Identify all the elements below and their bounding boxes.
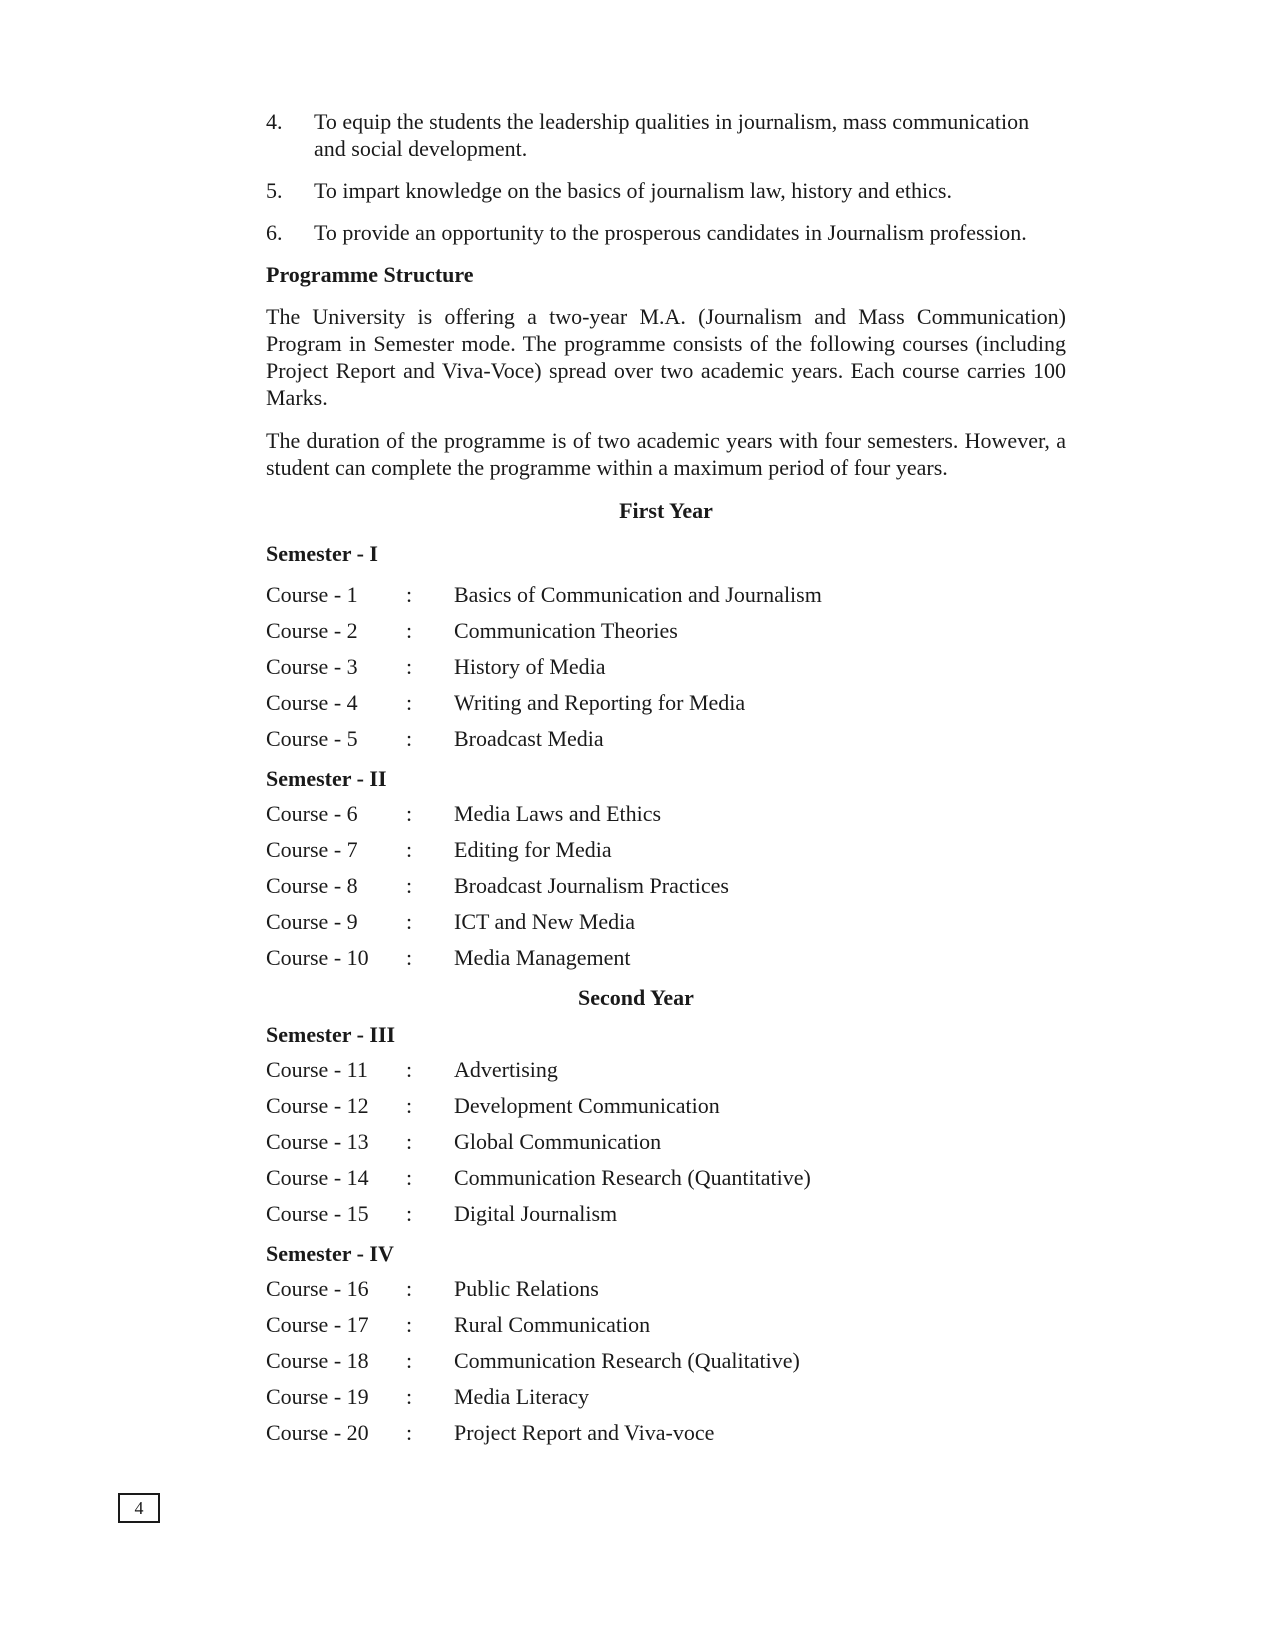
course-title: Media Literacy xyxy=(454,1384,589,1409)
duration-paragraph: The duration of the programme is of two academic years with four semesters. However, a student can complete the programme within a maximum period of four years. xyxy=(266,428,1066,480)
course-code: Course - 9 xyxy=(266,909,358,934)
semester-heading: Semester - IV xyxy=(266,1241,394,1266)
course-separator: : xyxy=(406,1165,413,1190)
course-title: Development Communication xyxy=(454,1093,720,1118)
course-row xyxy=(266,581,1066,617)
course-title: Digital Journalism xyxy=(454,1201,618,1226)
course-row xyxy=(266,1164,1066,1200)
course-row xyxy=(266,1347,1066,1383)
course-code: Course - 14 xyxy=(266,1165,369,1190)
course-code: Course - 7 xyxy=(266,837,358,862)
objective-text: To impart knowledge on the basics of journalism law, history and ethics. xyxy=(314,178,952,203)
course-row xyxy=(266,1383,1066,1419)
objective-number: 5. xyxy=(266,178,283,203)
course-title: Media Management xyxy=(454,945,631,970)
programme-structure-heading: Programme Structure xyxy=(266,262,474,287)
semester-heading: Semester - I xyxy=(266,541,378,566)
course-code: Course - 16 xyxy=(266,1276,369,1301)
course-row xyxy=(266,653,1066,689)
course-code: Course - 19 xyxy=(266,1384,369,1409)
course-title: Advertising xyxy=(454,1057,558,1082)
first-year-heading: First Year xyxy=(619,498,713,523)
course-title: Writing and Reporting for Media xyxy=(454,690,746,715)
course-code: Course - 1 xyxy=(266,582,358,607)
course-title: Communication Research (Qualitative) xyxy=(454,1348,800,1373)
course-separator: : xyxy=(406,801,413,826)
course-title: History of Media xyxy=(454,654,606,679)
course-separator: : xyxy=(406,1201,413,1226)
course-title: Project Report and Viva-voce xyxy=(454,1420,715,1445)
course-row xyxy=(266,800,1066,836)
course-code: Course - 11 xyxy=(266,1057,368,1082)
course-code: Course - 18 xyxy=(266,1348,369,1373)
course-list xyxy=(266,800,1066,980)
objective-number: 4. xyxy=(266,109,283,134)
course-separator: : xyxy=(406,1348,413,1373)
course-code: Course - 6 xyxy=(266,801,358,826)
course-code: Course - 17 xyxy=(266,1312,369,1337)
course-row xyxy=(266,908,1066,944)
course-title: Rural Communication xyxy=(454,1312,651,1337)
course-code: Course - 4 xyxy=(266,690,358,715)
course-separator: : xyxy=(406,1420,413,1445)
course-separator: : xyxy=(406,618,413,643)
course-row xyxy=(266,725,1066,761)
course-code: Course - 5 xyxy=(266,726,358,751)
course-code: Course - 12 xyxy=(266,1093,369,1118)
objective-item xyxy=(266,219,1066,246)
course-code: Course - 8 xyxy=(266,873,358,898)
course-separator: : xyxy=(406,837,413,862)
course-title: Communication Research (Quantitative) xyxy=(454,1165,811,1190)
course-row xyxy=(266,1128,1066,1164)
objective-text: To equip the students the leadership qualities in journalism, mass communication and social development. xyxy=(314,109,1030,161)
course-row xyxy=(266,617,1066,653)
course-row xyxy=(266,1275,1066,1311)
programme-paragraph: The University is offering a two-year M.A. (Journalism and Mass Communication) Program in Semester mode. The programme consists of the following courses (including Project Report and Viva-Voce) spread over two academic years. Each course carries 100 Marks. xyxy=(266,304,1066,410)
course-title: Editing for Media xyxy=(454,837,612,862)
course-separator: : xyxy=(406,1384,413,1409)
course-title: Broadcast Journalism Practices xyxy=(454,873,729,898)
course-title: Communication Theories xyxy=(454,618,678,643)
course-title: Broadcast Media xyxy=(454,726,604,751)
course-title: Public Relations xyxy=(454,1276,599,1301)
course-separator: : xyxy=(406,582,413,607)
course-row xyxy=(266,689,1066,725)
course-separator: : xyxy=(406,726,413,751)
course-row xyxy=(266,1092,1066,1128)
objective-item xyxy=(266,108,1066,162)
course-row xyxy=(266,1311,1066,1347)
course-title: Basics of Communication and Journalism xyxy=(454,582,822,607)
course-title: Global Communication xyxy=(454,1129,662,1154)
course-list xyxy=(266,581,1066,761)
course-title: Media Laws and Ethics xyxy=(454,801,662,826)
course-row xyxy=(266,1419,1066,1455)
course-code: Course - 3 xyxy=(266,654,358,679)
course-separator: : xyxy=(406,654,413,679)
objective-item xyxy=(266,177,1066,204)
objective-text: To provide an opportunity to the prosperous candidates in Journalism profession. xyxy=(314,220,1027,245)
course-row xyxy=(266,1200,1066,1236)
course-separator: : xyxy=(406,945,413,970)
course-code: Course - 15 xyxy=(266,1201,369,1226)
course-separator: : xyxy=(406,1312,413,1337)
semester-heading: Semester - II xyxy=(266,766,387,791)
page-content xyxy=(266,108,1066,1459)
course-code: Course - 13 xyxy=(266,1129,369,1154)
second-year-heading: Second Year xyxy=(578,985,694,1010)
course-code: Course - 20 xyxy=(266,1420,369,1445)
course-row xyxy=(266,1056,1066,1092)
course-separator: : xyxy=(406,873,413,898)
course-row xyxy=(266,836,1066,872)
course-code: Course - 10 xyxy=(266,945,369,970)
course-separator: : xyxy=(406,1129,413,1154)
course-list xyxy=(266,1275,1066,1455)
page-number: 4 xyxy=(118,1493,160,1523)
course-separator: : xyxy=(406,1057,413,1082)
course-list xyxy=(266,1056,1066,1236)
course-separator: : xyxy=(406,690,413,715)
semester-heading: Semester - III xyxy=(266,1022,396,1047)
course-title: ICT and New Media xyxy=(454,909,636,934)
course-code: Course - 2 xyxy=(266,618,358,643)
course-row xyxy=(266,944,1066,980)
course-separator: : xyxy=(406,1093,413,1118)
course-separator: : xyxy=(406,1276,413,1301)
course-row xyxy=(266,872,1066,908)
course-separator: : xyxy=(406,909,413,934)
objective-number: 6. xyxy=(266,220,283,245)
